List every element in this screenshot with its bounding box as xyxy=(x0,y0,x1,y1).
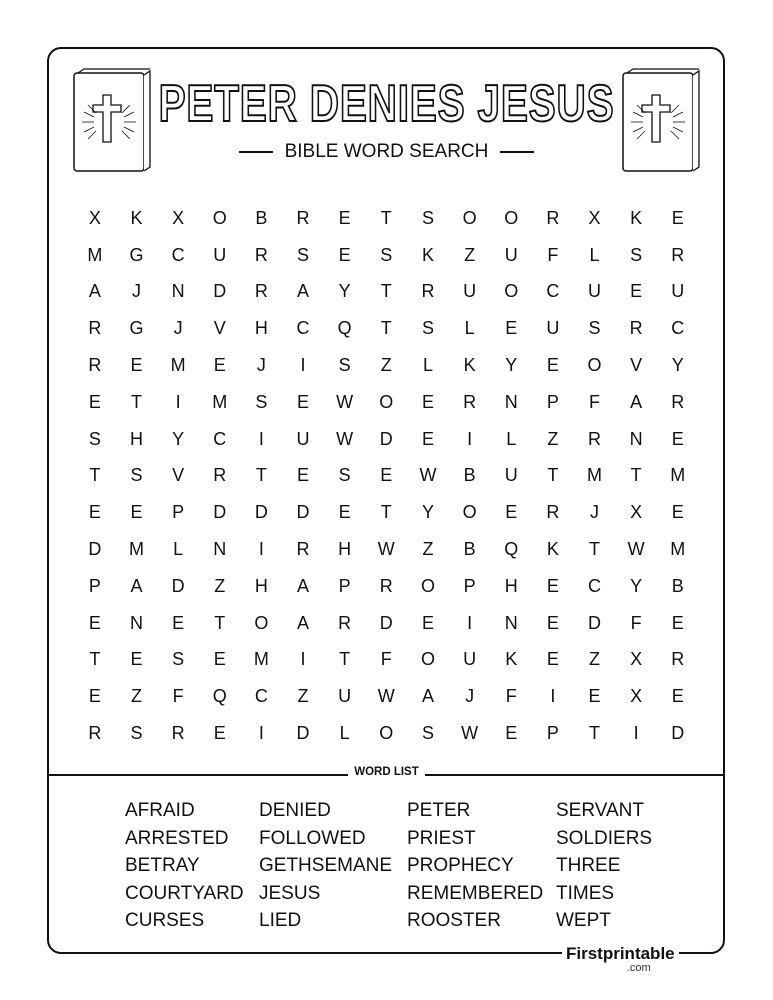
grid-cell: E xyxy=(421,391,434,412)
grid-cell: W xyxy=(377,686,395,707)
grid-cell: W xyxy=(336,391,354,412)
grid-cell: O xyxy=(254,612,269,633)
grid-row xyxy=(74,715,699,752)
grid-cell: E xyxy=(546,612,559,633)
grid-cell: E xyxy=(338,207,351,228)
grid-cell: C xyxy=(588,575,601,596)
brand-name: Firstprintable xyxy=(566,944,675,963)
grid-cell: C xyxy=(254,686,268,707)
grid-cell: M xyxy=(670,539,686,560)
grid-cell: R xyxy=(546,207,560,228)
grid-cell: S xyxy=(421,207,434,228)
grid-cell: L xyxy=(506,428,517,449)
grid-cell: H xyxy=(129,428,143,449)
grid-cell: J xyxy=(465,686,475,707)
grid-cell: S xyxy=(421,318,434,339)
grid-cell: Z xyxy=(547,428,559,449)
word-item: PRIEST xyxy=(407,827,476,849)
grid-cell: I xyxy=(467,612,473,633)
grid-cell: E xyxy=(338,244,351,265)
grid-cell: E xyxy=(172,612,185,633)
grid-cell: E xyxy=(88,612,101,633)
grid-cell: B xyxy=(671,575,684,596)
grid-cell: R xyxy=(546,502,560,523)
word-item: REMEMBERED xyxy=(407,882,544,904)
word-item: CURSES xyxy=(125,910,205,932)
grid-cell: R xyxy=(588,428,601,449)
grid-cell: R xyxy=(296,207,310,228)
grid-cell: A xyxy=(130,575,143,596)
grid-cell: N xyxy=(504,391,518,412)
grid-cell: C xyxy=(171,244,185,265)
grid-cell: W xyxy=(461,723,479,744)
grid-cell: X xyxy=(630,649,643,670)
grid-cell: T xyxy=(130,391,142,412)
grid-cell: I xyxy=(467,428,473,449)
grid-cell: I xyxy=(258,428,264,449)
word-item: DENIED xyxy=(259,800,331,821)
grid-cell: Y xyxy=(172,428,185,449)
grid-cell: X xyxy=(630,502,643,523)
grid-cell: X xyxy=(172,207,185,228)
grid-cell: Z xyxy=(422,539,434,560)
grid-cell: I xyxy=(633,723,639,744)
grid-cell: L xyxy=(173,539,184,560)
grid-cell: L xyxy=(589,244,600,265)
grid-cell: U xyxy=(338,686,352,707)
grid-cell: I xyxy=(258,539,264,560)
grid-cell: V xyxy=(172,465,185,486)
grid-cell: T xyxy=(589,539,600,560)
grid-cell: W xyxy=(419,465,437,486)
grid-cell: O xyxy=(379,723,394,744)
grid-cell: Q xyxy=(337,318,352,339)
grid-cell: Z xyxy=(297,686,309,707)
grid-cell: M xyxy=(253,649,269,670)
grid-cell: Z xyxy=(214,575,226,596)
grid-cell: V xyxy=(213,318,226,339)
word-column xyxy=(125,797,244,935)
word-item: AFRAID xyxy=(125,800,195,821)
grid-cell: S xyxy=(297,244,310,265)
grid-cell: S xyxy=(88,428,101,449)
grid-cell: E xyxy=(546,649,559,670)
grid-cell: X xyxy=(588,207,601,228)
grid-cell: R xyxy=(88,723,102,744)
grid-cell: O xyxy=(504,207,519,228)
grid-cell: E xyxy=(213,649,226,670)
grid-cell: I xyxy=(550,686,556,707)
grid-cell: M xyxy=(128,539,144,560)
grid-cell: P xyxy=(172,502,185,523)
grid-cell: R xyxy=(254,281,268,302)
grid-cell: M xyxy=(670,465,686,486)
grid-cell: G xyxy=(129,318,144,339)
grid-cell: Z xyxy=(464,244,476,265)
grid-cell: T xyxy=(255,465,267,486)
word-item: ROOSTER xyxy=(407,910,501,932)
grid-cell: K xyxy=(546,539,559,560)
grid-cell: K xyxy=(505,649,518,670)
grid-cell: E xyxy=(671,428,684,449)
grid-row xyxy=(74,237,699,274)
grid-cell: Z xyxy=(589,649,600,670)
grid-cell: H xyxy=(338,539,352,560)
grid-cell: O xyxy=(462,207,477,228)
grid-cell: X xyxy=(88,207,101,228)
grid-cell: E xyxy=(88,686,101,707)
brand-tld: .com xyxy=(626,962,651,974)
grid-row xyxy=(74,200,699,237)
grid-cell: E xyxy=(505,318,518,339)
grid-cell: X xyxy=(630,686,643,707)
grid-row xyxy=(74,458,699,495)
grid-cell: Y xyxy=(421,502,434,523)
grid-cell: C xyxy=(671,318,685,339)
grid-cell: S xyxy=(630,244,643,265)
grid-cell: D xyxy=(296,723,310,744)
grid-row xyxy=(74,605,699,642)
grid-cell: K xyxy=(630,207,643,228)
grid-cell: E xyxy=(297,391,310,412)
grid-cell: N xyxy=(629,428,643,449)
grid-row xyxy=(74,678,699,715)
grid-cell: E xyxy=(130,355,143,376)
grid-cell: T xyxy=(380,207,392,228)
page-title: PETER DENIES JESUS xyxy=(158,75,615,133)
grid-cell: G xyxy=(129,244,144,265)
word-item: BETRAY xyxy=(125,855,200,877)
grid-cell: Y xyxy=(338,281,351,302)
grid-cell: T xyxy=(380,318,392,339)
grid-cell: Y xyxy=(671,355,684,376)
word-item: JESUS xyxy=(259,882,321,904)
grid-cell: S xyxy=(130,723,143,744)
grid-cell: I xyxy=(258,723,264,744)
grid-cell: R xyxy=(463,391,477,412)
word-item: TIMES xyxy=(556,882,615,904)
grid-cell: F xyxy=(589,391,600,412)
grid-cell: E xyxy=(588,686,601,707)
word-item: SOLDIERS xyxy=(556,827,653,849)
subtitle xyxy=(0,141,773,163)
grid-cell: O xyxy=(379,391,394,412)
grid-cell: R xyxy=(671,649,685,670)
grid-cell: E xyxy=(297,465,310,486)
grid-cell: M xyxy=(587,465,602,486)
subtitle-dash-right xyxy=(500,151,534,153)
grid-cell: B xyxy=(463,465,476,486)
grid-cell: A xyxy=(421,686,434,707)
grid-cell: N xyxy=(213,539,227,560)
grid-cell: T xyxy=(214,612,226,633)
grid-cell: E xyxy=(546,575,559,596)
grid-cell: W xyxy=(336,428,354,449)
grid-cell: H xyxy=(254,318,268,339)
grid-cell: W xyxy=(377,539,395,560)
grid-cell: E xyxy=(671,502,684,523)
grid-cell: P xyxy=(546,391,559,412)
grid-cell: O xyxy=(420,649,435,670)
grid-row xyxy=(74,642,699,679)
grid-cell: E xyxy=(505,502,518,523)
grid-cell: F xyxy=(547,244,559,265)
grid-cell: S xyxy=(172,649,185,670)
grid-cell: E xyxy=(630,281,643,302)
grid-cell: S xyxy=(130,465,143,486)
grid-cell: D xyxy=(296,502,310,523)
grid-cell: D xyxy=(88,539,102,560)
grid-row xyxy=(74,494,699,531)
grid-cell: D xyxy=(671,723,685,744)
grid-cell: P xyxy=(463,575,476,596)
grid-cell: K xyxy=(463,355,476,376)
subtitle-text: BIBLE WORD SEARCH xyxy=(284,141,489,162)
grid-cell: R xyxy=(671,244,685,265)
grid-cell: Y xyxy=(505,355,518,376)
grid-row xyxy=(74,531,699,568)
grid-cell: S xyxy=(421,723,434,744)
grid-cell: C xyxy=(546,281,560,302)
grid-cell: E xyxy=(671,612,684,633)
word-column xyxy=(407,797,543,935)
grid-cell: I xyxy=(300,355,306,376)
grid-cell: A xyxy=(297,612,310,633)
grid-cell: R xyxy=(254,244,268,265)
grid-cell: M xyxy=(212,391,228,412)
grid-cell: P xyxy=(338,575,351,596)
grid-cell: S xyxy=(255,391,268,412)
grid-cell: T xyxy=(89,465,101,486)
grid-cell: F xyxy=(630,612,642,633)
grid-row xyxy=(74,421,699,458)
grid-cell: D xyxy=(588,612,601,633)
grid-cell: P xyxy=(546,723,559,744)
word-item: ARRESTED xyxy=(125,827,229,849)
grid-cell: T xyxy=(589,723,600,744)
grid-cell: E xyxy=(88,502,101,523)
word-column xyxy=(556,797,652,935)
grid-cell: N xyxy=(504,612,518,633)
grid-cell: E xyxy=(421,612,434,633)
grid-cell: L xyxy=(464,318,475,339)
word-list-label-text: WORD LIST xyxy=(348,766,425,778)
grid-cell: J xyxy=(173,318,183,339)
grid-cell: A xyxy=(630,391,643,412)
grid-cell: F xyxy=(380,649,392,670)
grid-cell: A xyxy=(297,575,310,596)
word-item: THREE xyxy=(556,855,621,877)
word-item: PROPHECY xyxy=(407,855,514,877)
grid-row xyxy=(74,347,699,384)
grid-cell: A xyxy=(88,281,101,302)
grid-cell: D xyxy=(213,502,227,523)
grid-cell: D xyxy=(379,428,393,449)
grid-cell: Z xyxy=(380,355,392,376)
grid-cell: D xyxy=(379,612,393,633)
grid-cell: O xyxy=(420,575,435,596)
grid-row xyxy=(74,568,699,605)
grid-cell: Z xyxy=(130,686,142,707)
grid-cell: T xyxy=(380,281,392,302)
grid-cell: N xyxy=(171,281,185,302)
grid-cell: T xyxy=(630,465,642,486)
grid-cell: Q xyxy=(504,539,519,560)
grid-cell: B xyxy=(255,207,268,228)
grid-cell: O xyxy=(504,281,519,302)
grid-cell: O xyxy=(462,502,477,523)
word-item: LIED xyxy=(259,910,302,932)
word-item: PETER xyxy=(407,800,471,821)
word-item: FOLLOWED xyxy=(259,827,366,849)
grid-cell: R xyxy=(296,539,310,560)
grid-cell: L xyxy=(422,355,433,376)
grid-cell: E xyxy=(88,391,101,412)
grid-cell: J xyxy=(590,502,599,523)
grid-cell: U xyxy=(546,318,560,339)
grid-cell: N xyxy=(129,612,143,633)
grid-cell: K xyxy=(130,207,143,228)
grid-cell: Q xyxy=(212,686,227,707)
word-list-label xyxy=(0,766,773,778)
grid-cell: R xyxy=(421,281,435,302)
grid-cell: S xyxy=(588,318,601,339)
grid-cell: S xyxy=(338,355,351,376)
grid-cell: I xyxy=(175,391,181,412)
grid-cell: D xyxy=(171,575,185,596)
grid-cell: C xyxy=(213,428,227,449)
grid-cell: R xyxy=(171,723,185,744)
grid-cell: V xyxy=(630,355,643,376)
word-item: GETHSEMANE xyxy=(259,855,393,877)
grid-cell: T xyxy=(89,649,101,670)
grid-cell: R xyxy=(88,318,102,339)
grid-cell: C xyxy=(296,318,310,339)
grid-cell: E xyxy=(421,428,434,449)
grid-cell: S xyxy=(338,465,351,486)
grid-cell: E xyxy=(130,649,143,670)
grid-cell: E xyxy=(380,465,393,486)
grid-cell: U xyxy=(213,244,227,265)
grid-cell: U xyxy=(296,428,310,449)
grid-cell: M xyxy=(87,244,103,265)
grid-cell: J xyxy=(131,281,141,302)
grid-row xyxy=(74,274,699,311)
grid-cell: R xyxy=(88,355,102,376)
grid-cell: W xyxy=(627,539,645,560)
grid-cell: R xyxy=(213,465,227,486)
grid-cell: E xyxy=(213,355,226,376)
grid-cell: K xyxy=(421,244,434,265)
grid-cell: U xyxy=(504,465,518,486)
grid-cell: R xyxy=(379,575,393,596)
grid-cell: H xyxy=(504,575,518,596)
grid-row xyxy=(74,310,699,347)
grid-cell: Y xyxy=(630,575,643,596)
grid-cell: U xyxy=(671,281,685,302)
grid-cell: U xyxy=(588,281,601,302)
grid-cell: P xyxy=(88,575,101,596)
letter-grid xyxy=(74,200,699,752)
subtitle-dash-left xyxy=(239,151,273,153)
grid-cell: S xyxy=(380,244,393,265)
brand-logo xyxy=(562,944,679,974)
grid-cell: O xyxy=(212,207,227,228)
word-column xyxy=(259,797,392,935)
grid-cell: O xyxy=(587,355,602,376)
grid-cell: F xyxy=(505,686,517,707)
word-item: SERVANT xyxy=(556,800,644,821)
word-item: WEPT xyxy=(556,910,611,932)
grid-cell: R xyxy=(629,318,643,339)
grid-cell: T xyxy=(380,502,392,523)
grid-cell: R xyxy=(338,612,352,633)
grid-cell: U xyxy=(504,244,518,265)
word-item: COURTYARD xyxy=(125,882,244,904)
grid-cell: E xyxy=(671,207,684,228)
grid-cell: T xyxy=(339,649,351,670)
grid-cell: E xyxy=(546,355,559,376)
grid-cell: D xyxy=(213,281,227,302)
grid-cell: E xyxy=(338,502,351,523)
grid-cell: U xyxy=(463,649,477,670)
grid-cell: M xyxy=(170,355,186,376)
grid-cell: J xyxy=(256,355,266,376)
grid-cell: E xyxy=(213,723,226,744)
grid-cell: R xyxy=(671,391,685,412)
grid-cell: T xyxy=(547,465,559,486)
grid-cell: D xyxy=(254,502,268,523)
grid-cell: E xyxy=(505,723,518,744)
grid-cell: L xyxy=(339,723,350,744)
grid-cell: B xyxy=(463,539,476,560)
grid-cell: A xyxy=(297,281,310,302)
grid-cell: E xyxy=(130,502,143,523)
grid-cell: F xyxy=(172,686,184,707)
grid-cell: U xyxy=(463,281,477,302)
grid-cell: H xyxy=(254,575,268,596)
grid-cell: E xyxy=(671,686,684,707)
grid-row xyxy=(74,384,699,421)
grid-cell: I xyxy=(300,649,306,670)
